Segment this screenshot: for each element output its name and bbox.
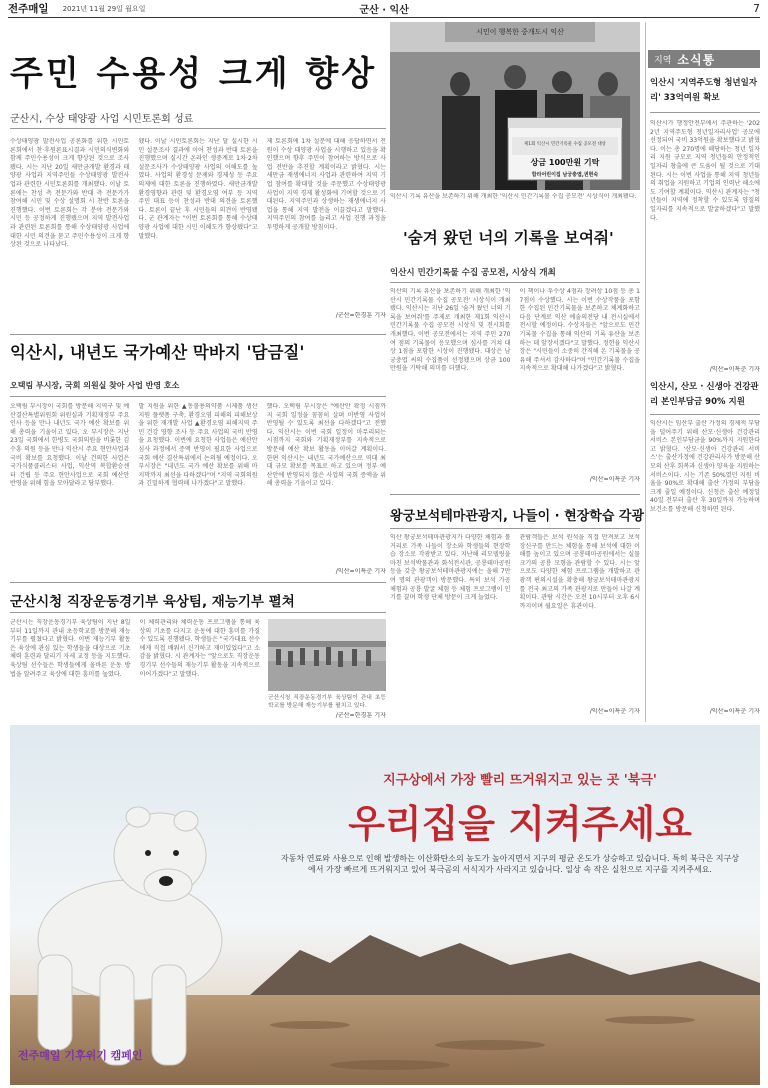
sidebar-item2-byline: /익산=이특춘 기자	[709, 708, 760, 715]
article3-col3: 했다. 오택림 부시장은 "예산안 확정 시점까지 국회 일정을 꼼꼼히 살펴 미반영 사업이 반영될 수 있도록 최선을 다하겠다"고 전했다. 익산시는 이번 국회 일정이 마무리되는 시점까지 국회와 기획재정부를 지속적으로 방문해 예산 확보 활동을 이어갈 계획이다. 한편 익산시는 내년도 국가예산으로 역대 최대 규모 확보를 목표로 하고 있으며 정부 예산안에 반영되지 않은 사업의 국회 증액을 위해 총력을 기울이고 있다.	[266, 403, 386, 488]
article2-byline: /익산=이특춘 기자	[589, 476, 640, 483]
ad-headline: 우리집을 지켜주세요	[348, 801, 692, 846]
divider	[390, 494, 640, 495]
article2-subhead: 익산시 민간기록물 수집 공모전, 시상식 개최	[390, 268, 556, 278]
ceremony-photo	[390, 22, 640, 190]
article4-col2: 관람객들은 보석 원석을 직접 만져보고 보석 장신구를 만드는 체험을 통해 보석에 대한 이해를 높이고 있으며 공룡테마공원에서는 실물 크기의 공룡 모형을 관람할 수 있다. 시는 앞으로도 다양한 체험 프로그램을 개발하고 관광객 편의시설을 확충해 왕궁보석테마관광지를 전국 최고의 가족 관광지로 만들어 나갈 계획이다. 관람 시간은 오전 10시부터 오후 6시까지이며 월요일은 휴관이다.	[519, 534, 640, 610]
divider	[650, 414, 760, 415]
divider	[10, 128, 386, 129]
sidebar-item1-body: 익산시가 행정안전부에서 주관하는 '2022년 지역주도형 청년일자리사업' 공모에 선정되어 국비 33억원을 확보했다고 밝혔다. 이는 총 270명에 해당하는 청년 일자리 지원 규모로 지역 청년들의 안정적인 일자리 창출에 큰 도움이 될 것으로 기대된다. 시는 이번 사업을 통해 지역 청년들의 취업을 지원하고 기업의 인력난 해소에도 기여할 계획이다. 익산시 관계자는 "청년들이 지역에 정착할 수 있도록 양질의 일자리를 지속적으로 발굴하겠다"고 말했다.	[650, 120, 760, 222]
sidebar-item2-title: 익산시, 산모 · 신생아 건강관리 본인부담금 90% 지원	[650, 382, 759, 407]
article1-col2: 됐다. 이날 시민토론회는 지난 달 실시한 시민 설문조사 결과에 이어 찬성과 반대 토론을 진행했으며 실시간 온라인 생중계로 1차·2차 설문조사가 수상태양광 사업의 이해도를 높였다. 사업의 환경성 문제와 경제성 등 주요 의제에 대한 토론을 진행하였다. 새만금개발 환경영향과 관련 및 환경오염 여부 등 지역 주민 대표 등이 찬성과 반대 의견을 토론했다. 토론이 끝난 후 시민들의 의견이 반영됐다. 군 관계자는 "이번 토론회를 통해 수상태양광 사업에 대한 시민 이해도가 향상됐다"고 말했다.	[138, 138, 258, 240]
sidebar-header	[648, 50, 760, 68]
divider	[390, 528, 640, 529]
article3-subhead: 오택림 부시장, 국회 의원실 찾아 사업 반영 호소	[10, 381, 180, 390]
ad-tagline: 지구상에서 가장 빨리 뜨거워지고 있는 곳 '북극'	[383, 773, 657, 788]
climate-ad	[10, 725, 760, 1085]
divider	[10, 396, 386, 397]
sidebar-header-big: 소식통	[677, 52, 716, 67]
track-team-photo-drawing	[268, 619, 386, 691]
article1-col1: 수상태양광 발전사업 공론화를 위한 시민토론회에서 찬·후원론표시결과 시민의식변화와 함께 주민수용성이 크게 향상된 것으로 조사됐다. 시는 지난 20일 새만금개발 환경과 태양광 사업과 지역주민들 수상태양광 발전사업과 관련한 시민토론회를 개최했다. 이날 토론에는 찬성 측 전문가와 반대 측 전문가가 참여해 시민 및 수상 설명회 시 찬반 토론을 진행했다. 이번 토론회는 각 분야 전문가와 시민 등 공정하게 진행됐으며 지역 발전사업과 관련된 토론회를 통해 수상태양광 사업에 대한 시민 의견을 묻고 주민수용성이 크게 향상된 것으로 나타났다.	[10, 138, 130, 249]
newspaper-logo: 전주매일	[8, 3, 49, 15]
track-team-photo	[268, 619, 386, 691]
divider	[390, 282, 640, 283]
track-team-caption: 군산시청 직장운동경기부 육상팀이 관내 초등학교를 방문해 재능기부를 펼치고 있다.	[268, 695, 386, 709]
divider	[10, 612, 386, 613]
sidebar-item2-body: 익산시는 임산부 출산 가정의 경제적 부담을 덜어주기 위해 산모·신생아 건강관리 서비스 본인부담금을 90%까지 지원한다고 밝혔다. '산모·신생아 건강관리 서비스'는 출산가정에 건강관리사가 방문해 산모의 산후 회복과 신생아 양육을 지원하는 서비스이다. 시는 기존 50%였던 지원 비율을 90%로 확대해 출산 가정의 부담을 크게 줄일 예정이다. 신청은 출산 예정일 40일 전부터 출산 후 30일까지 가능하며 보건소를 방문해 신청하면 된다.	[650, 420, 760, 513]
article5-body	[10, 619, 260, 719]
masthead	[8, 0, 760, 18]
board-amount: 상금 100만원 기탁	[530, 158, 600, 167]
article3-body	[10, 403, 386, 578]
article5-byline: /군산=한경훈 기자	[335, 712, 386, 719]
sidebar-item1-byline: /익산=이특춘 기자	[709, 366, 760, 373]
article1-subhead: 군산시, 수상 태양광 사업 시민토론회 성료	[10, 114, 194, 125]
ceremony-photo-caption: 익산시 기록 유산을 보존하기 위해 개최한 '익산시 민간기록물 수집 공모전' 시상식이 개최됐다.	[390, 193, 637, 200]
ad-body: 자동차 연료와 사용으로 인해 발생하는 이산화탄소의 농도가 높아지면서 지구의 평균 온도가 상승하고 있습니다. 특히 북극은 지구상에서 가장 빠르게 뜨거워지고 있어 북극곰의 서식지가 사라지고 있습니다. 일상 속 작은 실천으로 지구를 지켜주세요.	[281, 854, 739, 874]
photo-banner: 시민이 행복한 중개도시 익산	[476, 28, 564, 36]
article2-headline: '숨겨 왔던 너의 기록을 보여줘'	[403, 229, 614, 247]
article5-headline: 군산시청 직장운동경기부 육상팀, 재능기부 펼쳐	[10, 594, 295, 610]
article3-col1: 오택림 부시장이 국회를 방문해 지역구 및 예산결산특별위원회 위원실과 기획재정부 주요인사 등을 만나 내년도 국가 예산 확보를 위해 총력을 기울이고 있다. 오 부시장은 지난 23일 국회에서 한병도 국회의원을 비롯한 김수흥 의원 등을 만나 익산시 주요 현안사업과 국비 확보를 요청했다. 이날 건의한 사업은 국가식품클러스터 사업, 익산역 복합환승센터 건립 등 주요 현안사업으로 국회 예산안 반영을 위해 힘을 모아달라고 당부했다.	[10, 403, 130, 488]
divider	[650, 112, 760, 113]
board-title: 제1회 익산시 민간기록물 수집 공모전 대상	[524, 142, 606, 147]
article2-col1: 익산의 기록 유산을 보존하기 위해 개최한 '익산시 민간기록물 수집 공모전' 시상식이 개최됐다. 익산시는 지난 26일 '숨겨 왔던 너의 기록을 보여줘'를 주제로 개최한 제1회 익산시 민간기록물 수집 공모전 시상식 및 전시회를 개최했다. 이번 공모전에서는 지역 주민 270여 점의 기록물이 응모했으며 심사를 거쳐 대상 1점을 포함한 시상이 진행됐다. 대상은 남궁충엽 씨의 수집품이 선정됐으며 상금 100만원을 기탁해 의미를 더했다.	[390, 288, 511, 373]
issue-date: 2021년 11월 29일 월요일	[62, 4, 146, 13]
article4-headline: 왕궁보석테마관광지, 나들이 · 현장학습 각광	[390, 509, 645, 524]
sidebar-item1-title: 익산시 '지역주도형 청년일자리' 33억여원 확보	[650, 78, 758, 103]
article2-body	[390, 288, 640, 486]
page-number: 7	[753, 2, 760, 15]
article1-col3: 제 토론회에 1차 설문에 대해 응답하면서 전원이 수상 태양광 사업을 시행하고 있음을 확인했으며 향후 주민이 참여하는 방식으로 사업 전반을 추진할 계획이라고 밝혔다. 시는 새만금 재생에너지 사업과 관련하여 지역 기업 참여를 확대할 것을 주문했고 수상태양광 사업이 지역 경제 활성화에 기여할 것으로 기대된다. 지역주민과 상생하는 재생에너지 사업을 통해 지역 발전을 이끌겠다고 말했다. 지역주민의 참여를 늘리고 사업 진행 과정을 투명하게 공개할 방침이다.	[266, 138, 386, 231]
article5-col1: 군산시는 직장운동경기부 육상팀이 지난 8일부터 11일까지 관내 초등학교를 방문해 재능기부를 펼쳤다고 밝혔다. 이번 재능기부 활동은 육상에 관심 있는 학생들을 대상으로 기초 체력 훈련과 달리기 자세 교정 등을 지도했다. 육상팀 선수들은 학생들에게 올바른 운동 방법을 알려주고 육상에 대한 흥미를 높였다.	[10, 619, 131, 678]
divider	[10, 334, 386, 335]
divider	[10, 582, 386, 583]
article4-byline: /익산=이특춘 기자	[589, 708, 640, 715]
article3-col2: 발 지원을 위한 ▲동물용의약품 시제품 생산지원 플랫폼 구축, 환경오염 피해의 피해보상을 위한 재개발 사업 ▲환경오염 피해지역 주민 건강 영향 조사 등 주요 사업의 국비 반영을 요청했다. 이번에 요청한 사업들은 예산안 심사 과정에서 증액 반영이 필요한 사업으로 국회 예산 결산특위에서 논의될 예정이다. 오 부시장은 "내년도 국가 예산 확보를 위해 마지막까지 최선을 다하겠다"며 "지역 국회의원과 긴밀하게 협력해 나가겠다"고 말했다.	[138, 403, 258, 488]
ad-footer: 전주매일 기후위기 캠페인	[18, 1049, 143, 1062]
sidebar-header-small: 지역	[654, 55, 672, 66]
article4-body	[390, 534, 640, 718]
article5-col2: 이 체력관리와 체력운동 프로그램을 통해 육상의 기초를 다지고 운동에 대한 흥미를 가질 수 있도록 진행됐다. 학생들은 "국가대표 선수에게 직접 배워서 신기하고 재미있었다"고 소감을 밝혔다. 시 관계자는 "앞으로도 직장운동경기부 선수들의 재능기부 활동을 지속적으로 이어가겠다"고 말했다.	[139, 619, 260, 678]
article1-body	[10, 138, 386, 324]
article2-col2: 이 책이나 우수상 4점과 장려상 10점 등 총 17점이 수상했다. 시는 이번 수상작품을 포함한 수집된 민간기록물을 보존하고 체계화하고 다음 단계로 익산 예술의전당 내 전시실에서 전시할 예정이다. 수상자들은 "앞으로도 민간기록물 수집을 통해 익산의 기록 유산을 보존하는 데 앞장서겠다"고 말했다. 정헌율 익산시장은 "시민들이 소중히 간직해 온 기록물을 공유해 주셔서 감사하다"며 "민간기록물 수집을 지속적으로 확대해 나가겠다"고 밝혔다.	[519, 288, 640, 373]
article1-headline: 주민 수용성 크게 향상	[10, 54, 378, 94]
board-donor: 함라어린이집 남궁충엽,권현숙	[531, 172, 599, 178]
article3-headline: 익산시, 내년도 국가예산 막바지 '담금질'	[10, 343, 305, 362]
section-title: 군산 · 익산	[359, 5, 409, 16]
article1-byline: /군산=한경훈 기자	[335, 312, 386, 319]
article3-byline: /익산=이특춘 기자	[335, 568, 386, 575]
article4-col1: 익산 왕궁보석테마관광지가 다양한 체험과 볼거리로 가족 나들이 장소와 학생들의 현장학습 장소로 각광받고 있다. 지난해 리모델링을 마친 보석박물관과 화석전시관, 공룡테마공원 등을 갖춘 왕궁보석테마관광지에는 올해 7만여 명의 관광객이 방문했다. 특히 보석 가공 체험과 공룡 발굴 체험 등 체험 프로그램이 인기를 끌며 학생 단체 방문이 크게 늘었다.	[390, 534, 511, 602]
sidebar-divider	[645, 22, 646, 722]
